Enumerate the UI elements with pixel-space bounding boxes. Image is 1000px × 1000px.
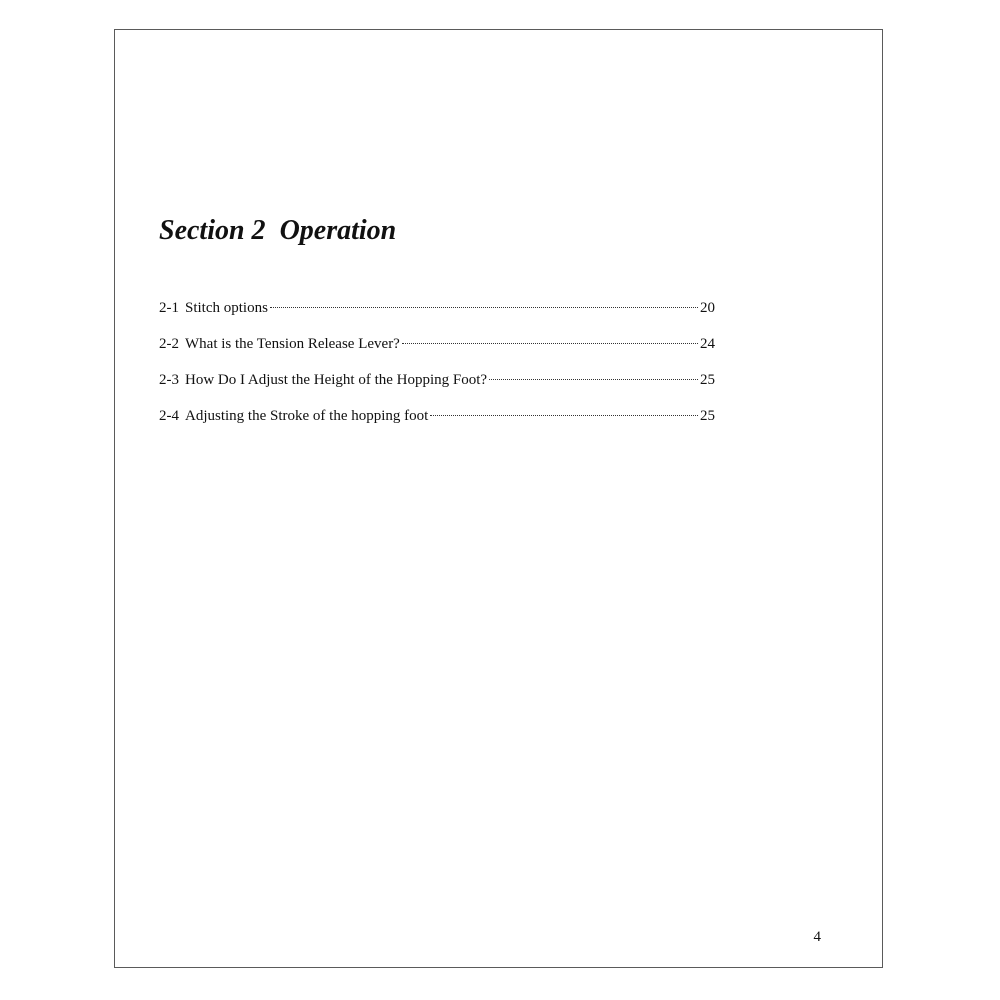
table-of-contents — [159, 299, 715, 443]
toc-entry-page: 25 — [700, 408, 715, 424]
toc-entry-number: 2-3 — [159, 372, 179, 388]
section-title — [159, 214, 396, 248]
toc-entry[interactable] — [159, 335, 715, 353]
section-label: Section 2 — [159, 215, 266, 246]
toc-entry-page: 25 — [700, 372, 715, 388]
toc-entry-title: How Do I Adjust the Height of the Hopping Foot? — [185, 372, 488, 388]
toc-entry[interactable] — [159, 371, 715, 389]
page-number: 4 — [813, 929, 821, 945]
toc-dot-leader — [430, 415, 698, 416]
toc-entry-title: Adjusting the Stroke of the hopping foot — [185, 408, 429, 424]
toc-entry-page: 20 — [700, 300, 715, 316]
toc-entry-number: 2-2 — [159, 336, 179, 352]
section-name: Operation — [279, 215, 397, 246]
toc-entry-page: 24 — [700, 336, 715, 352]
toc-entry-number: 2-1 — [159, 300, 179, 316]
toc-dot-leader — [402, 343, 698, 344]
document-page — [114, 29, 883, 968]
toc-dot-leader — [489, 379, 698, 380]
toc-entry-title: Stitch options — [185, 300, 268, 316]
toc-entry-number: 2-4 — [159, 408, 179, 424]
toc-entry-title: What is the Tension Release Lever? — [185, 336, 400, 352]
toc-entry[interactable] — [159, 299, 715, 317]
toc-entry[interactable] — [159, 407, 715, 425]
toc-dot-leader — [270, 307, 698, 308]
